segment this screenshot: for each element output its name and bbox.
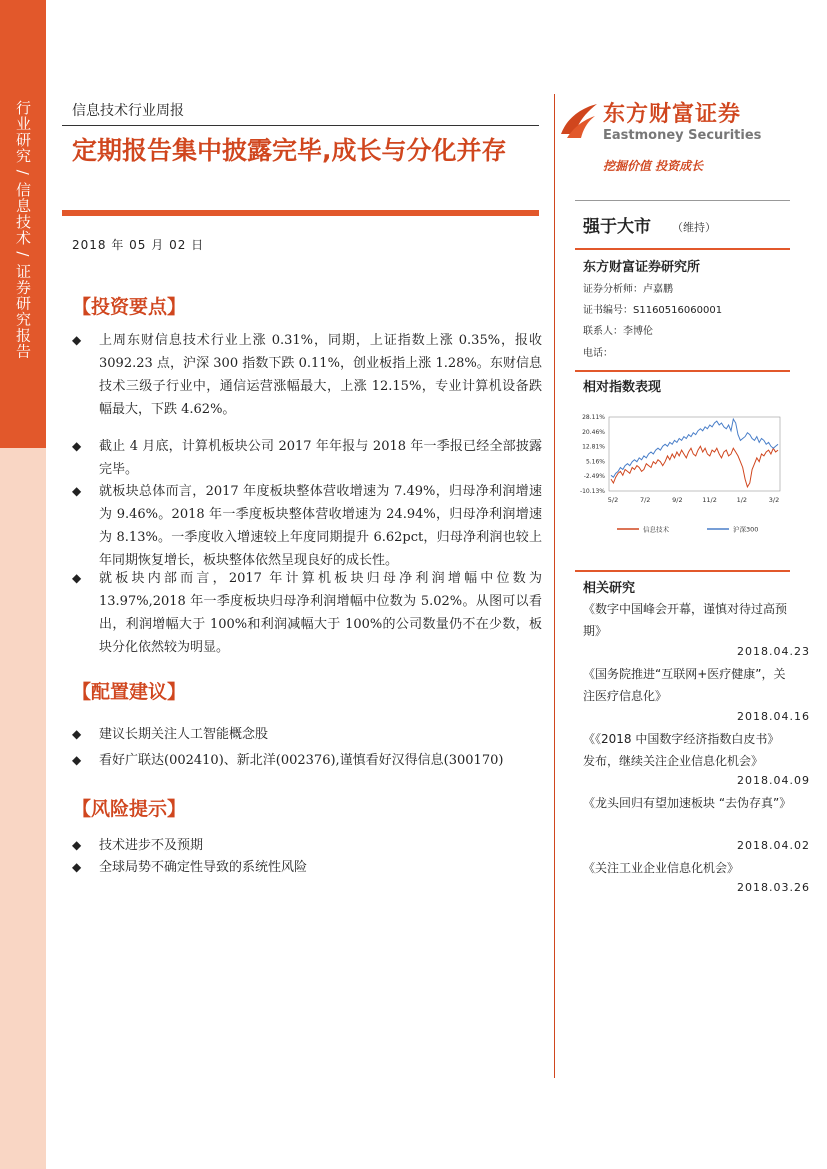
related-item-date: 2018.03.26 (737, 881, 810, 894)
chart-legend-label: 信息技术 (643, 525, 669, 534)
chart-x-tick-label: 7/2 (639, 496, 651, 504)
chart-y-tick-label: 12.81% (582, 443, 605, 451)
rating-rule (575, 200, 790, 201)
related-item-title[interactable]: 《国务院推进“互联网+医疗健康”，关注医疗信息化》 (583, 667, 786, 703)
bullet-item: ◆ 上周东财信息技术行业上涨 0.31%，同期，上证指数上涨 0.35%，报收 3092.23 点，沪深 300 指数下跌 0.11%，创业板指上涨 1.28%。东财信息技术三级子行业中，通信运营涨幅最大，上涨 12.15%，专业计算机设备跌幅最大，下跌 4.62%。 (72, 329, 542, 421)
related-item-title[interactable]: 《数字中国峰会开幕，谨慎对待过高预期》 (583, 602, 788, 638)
rating-note: （维持） (672, 221, 716, 234)
chart-y-tick-label: 28.11% (582, 414, 605, 421)
related-item-date: 2018.04.23 (737, 645, 810, 658)
chart-rule (575, 370, 790, 372)
relative-index-chart (575, 405, 790, 540)
related-item-date: 2018.04.02 (737, 839, 810, 852)
related-item-title[interactable]: 《关注工业企业信息化机会》 (583, 861, 740, 875)
diamond-icon: ◆ (72, 727, 82, 741)
side-band-light (0, 448, 46, 1169)
institute-name: 东方财富证券研究所 (583, 260, 701, 275)
diamond-icon: ◆ (72, 484, 82, 498)
column-divider (554, 94, 555, 1078)
related-item-title[interactable]: 《《2018 中国数字经济指数白皮书》发布，继续关注企业信息化机会》 (583, 732, 780, 768)
cert-number: 证书编号：S1160516060001 (583, 305, 723, 316)
chart-x-tick-label: 9/2 (672, 496, 683, 504)
section-title-risk: 【风险提示】 (72, 798, 187, 820)
slogan: 挖掘价值 投资成长 (603, 159, 704, 173)
chart-y-tick-label: 20.46% (582, 428, 605, 436)
bullet-item: ◆ 看好广联达(002410)、新北洋(002376),谨慎看好汉得信息(300170) (72, 749, 542, 772)
bullet-item: ◆ 全球局势不确定性导致的系统性风险 (72, 856, 542, 879)
header-rule (62, 125, 539, 126)
report-title: 定期报告集中披露完毕,成长与分化并存 (72, 136, 507, 165)
title-bar (62, 210, 539, 216)
bullet-item: ◆ 建议长期关注人工智能概念股 (72, 723, 542, 746)
related-item-date: 2018.04.16 (737, 710, 810, 723)
eastmoney-logo-icon (557, 100, 601, 140)
bullet-item: ◆ 技术进步不及预期 (72, 834, 542, 857)
contact: 联系人：李博伦 (583, 326, 653, 337)
report-type: 信息技术行业周报 (72, 103, 184, 119)
diamond-icon: ◆ (72, 838, 82, 852)
related-title: 相关研究 (583, 581, 636, 596)
report-date: 2018 年 05 月 02 日 (72, 238, 205, 252)
chart-y-tick-label: -2.49% (583, 473, 605, 481)
related-item-title[interactable]: 《龙头回归有望加速板块 “去伪存真”》 (583, 796, 792, 810)
chart-y-tick-label: -10.13% (579, 488, 605, 495)
side-band-text: 行业研究 / 信息技术 / 证券研究报告 (14, 100, 32, 360)
chart-legend-label: 沪深300 (733, 525, 759, 534)
bullet-item: ◆ 就板块总体而言，2017 年度板块整体营收增速为 7.49%，归母净利润增速为 9.46%。2018 年一季度板块整体营收增速为 24.94%，归母净利润增速为 8.13%。一季度收入增速较上年度同期提升 6.62pct，归母净利润也较上年同期恢复增长，板块整体依然呈现良好的成长性。 (72, 480, 542, 572)
chart-x-tick-label: 3/2 (768, 496, 780, 504)
chart-y-tick-label: 5.16% (585, 458, 605, 466)
related-rule (575, 570, 790, 572)
rating-value: 强于大市 (583, 217, 651, 237)
chart-x-tick-label: 1/2 (736, 496, 748, 504)
chart-x-tick-label: 11/2 (702, 496, 717, 504)
analyst: 证券分析师：卢嘉鹏 (583, 284, 673, 295)
logo-name-en: Eastmoney Securities (603, 128, 762, 143)
diamond-icon: ◆ (72, 753, 82, 767)
diamond-icon: ◆ (72, 860, 82, 874)
chart-plot-area (609, 417, 780, 491)
institute-rule (575, 248, 790, 250)
phone: 电话： (583, 348, 613, 359)
chart-series-line-it (611, 446, 778, 487)
chart-x-tick-label: 5/2 (607, 496, 619, 504)
bullet-item: ◆ 截止 4 月底，计算机板块公司 2017 年年报与 2018 年一季报已经全部披露完毕。 (72, 435, 542, 481)
diamond-icon: ◆ (72, 439, 82, 453)
section-title-allocation: 【配置建议】 (72, 681, 187, 703)
bullet-item: ◆ 就板块内部而言，2017 年计算机板块归母净利润增幅中位数为 13.97%,2018 年一季度板块归母净利润增幅中位数为 5.02%。从图可以看出，利润增幅大于 100%和利润减幅大于 100%的公司数量仍不在少数，板块分化依然较为明显。 (72, 567, 542, 659)
section-title-investment: 【投资要点】 (72, 296, 187, 318)
diamond-icon: ◆ (72, 333, 82, 347)
diamond-icon: ◆ (72, 571, 82, 585)
logo-name-cn: 东方财富证券 (603, 102, 742, 127)
chart-section-title: 相对指数表现 (583, 380, 662, 395)
related-item-date: 2018.04.09 (737, 774, 810, 787)
